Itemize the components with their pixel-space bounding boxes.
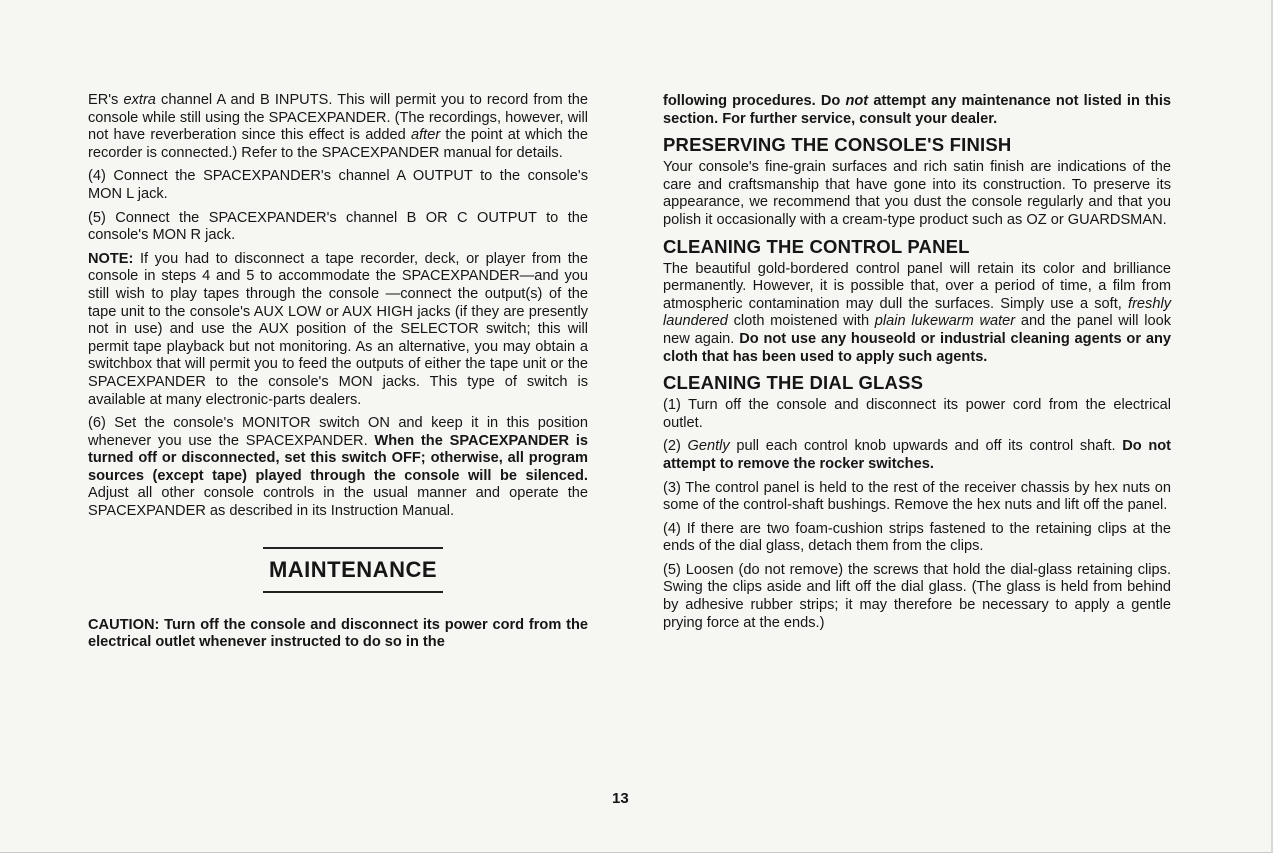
text-run: (5) Loosen (do not remove) the screws that hold the dial-glass retaining clips. Swing the clips aside and lift off the dial glass. (The glass is held from behind by adhesive rubber strips; it may therefore be necessary to apply a gentle prying force at the ends.) <box>663 561 1171 631</box>
text-run: NOTE: <box>88 250 134 267</box>
text-run: channel A and B INPUTS. This will permit you to record from the console while still using the SPACEXPANDER. (The recordings, however, will not have reverberation since this effect is added <box>88 92 589 144</box>
text-run: The beautiful gold-bordered control panel will retain its color and brilliance permanently. However, it is possible that, over a period of time, a film from atmospheric contamination may dull the surfaces. Simply use a soft, <box>663 260 1171 312</box>
dial-step-3 <box>663 480 1171 515</box>
text-run: Do not use any houseold or industrial cleaning agents or any cloth that has been used to apply such agents. <box>663 330 1171 365</box>
step-4-paragraph <box>88 168 588 203</box>
control-panel-paragraph <box>663 261 1171 367</box>
text-run: extra <box>123 92 156 108</box>
text-run: (6) Set the console's MONITOR switch ON and keep it in this position whenever you use the SPACEXPANDER. <box>88 415 588 449</box>
text-run: (1) Turn off the console and disconnect its power cord from the electrical outlet. <box>663 397 1171 431</box>
text-run: (4) If there are two foam-cushion strips fastened to the retaining clips at the ends of the dial glass, detach them from the clips. <box>663 520 1171 555</box>
text-run: cloth moistened with <box>727 313 875 330</box>
maintenance-heading-block <box>88 547 588 593</box>
dial-step-5 <box>663 562 1171 632</box>
text-run: and the panel will look new again. <box>663 313 1171 347</box>
section-heading-dial-glass: CLEANING THE DIAL GLASS <box>663 372 924 394</box>
text-run: Adjust all other console controls in the usual manner and operate the SPACEXPANDER as described in its Instruction Manual. <box>88 485 588 520</box>
text-run: (4) Connect the SPACEXPANDER's channel A OUTPUT to the console's MON L jack. <box>88 168 588 202</box>
caution-paragraph <box>88 617 588 652</box>
text-run: ER's <box>88 92 124 108</box>
text-run: Your console's fine-grain surfaces and rich satin finish are indications of the care and craftsmanship that have gone into its construction. To preserve its appearance, we recommend that you dust the console regularly and that you polish it occasionally with a cream-type product such as OZ or GUARDSMAN. <box>663 159 1171 228</box>
note-paragraph <box>88 251 588 409</box>
step-5-paragraph <box>88 210 588 245</box>
dial-step-2 <box>663 438 1171 473</box>
text-run: When the SPACEXPANDER is turned off or disconnected, set this switch OFF; otherwise, all program sources (except tape) played through the console will be silenced. <box>88 432 589 484</box>
text-run: If you had to disconnect a tape recorder, deck, or player from the console in steps 4 and 5 to accommodate the SPACEXPANDER—and you still wish to play tapes through the console —connect the output(s) of the tape unit to the console's AUX LOW or AUX HIGH jacks (if they are presently not in use) and use the AUX position of the SELECTOR switch; this will permit tape playback but not monitoring. As an alternative, you may obtain a switchbox that will permit you to feed the outputs of either the tape unit or the SPACEXPANDER to the console's MON jacks. This type of switch is available at many electronic-parts dealers. <box>88 250 588 408</box>
text-run: not <box>845 93 869 109</box>
right-column <box>663 93 1171 638</box>
step-6-paragraph <box>88 415 588 521</box>
text-run: after <box>411 127 441 144</box>
text-run: (2) <box>663 438 688 455</box>
text-run: plain lukewarm water <box>874 313 1016 330</box>
text-run: freshly laundered <box>663 295 1171 330</box>
heading-rule-bottom <box>263 591 443 593</box>
page-number: 13 <box>612 790 629 807</box>
section-heading-control-panel: CLEANING THE CONTROL PANEL <box>663 235 970 257</box>
text-run: (5) Connect the SPACEXPANDER's channel B OR C OUTPUT to the console's MON R jack. <box>88 209 588 244</box>
paragraph <box>88 92 588 162</box>
text-run: following procedures. Do <box>663 93 846 109</box>
text-run: attempt any maintenance not listed in this section. For further service, consult your dealer. <box>663 93 1171 127</box>
text-run: Gently <box>687 438 730 455</box>
dial-step-1 <box>663 397 1171 432</box>
finish-paragraph <box>663 159 1171 229</box>
text-run: the point at which the recorder is connected.) Refer to the SPACEXPANDER manual for details. <box>88 127 588 161</box>
section-heading-finish: PRESERVING THE CONSOLE'S FINISH <box>663 134 1012 156</box>
text-run: (3) The control panel is held to the rest of the receiver chassis by hex nuts on some of the control-shaft bushings. Remove the hex nuts and lift off the panel. <box>663 479 1171 514</box>
text-run: CAUTION: Turn off the console and disconnect its power cord from the electrical outlet whenever instructed to do so in the <box>88 616 588 651</box>
text-run: Do not attempt to remove the rocker switches. <box>663 438 1172 472</box>
paragraph <box>663 93 1171 128</box>
left-column <box>88 92 588 658</box>
text-run: pull each control knob upwards and off its control shaft. <box>729 438 1123 455</box>
maintenance-heading: MAINTENANCE <box>268 556 438 582</box>
dial-step-4 <box>663 521 1171 556</box>
heading-rule-top <box>263 547 443 549</box>
